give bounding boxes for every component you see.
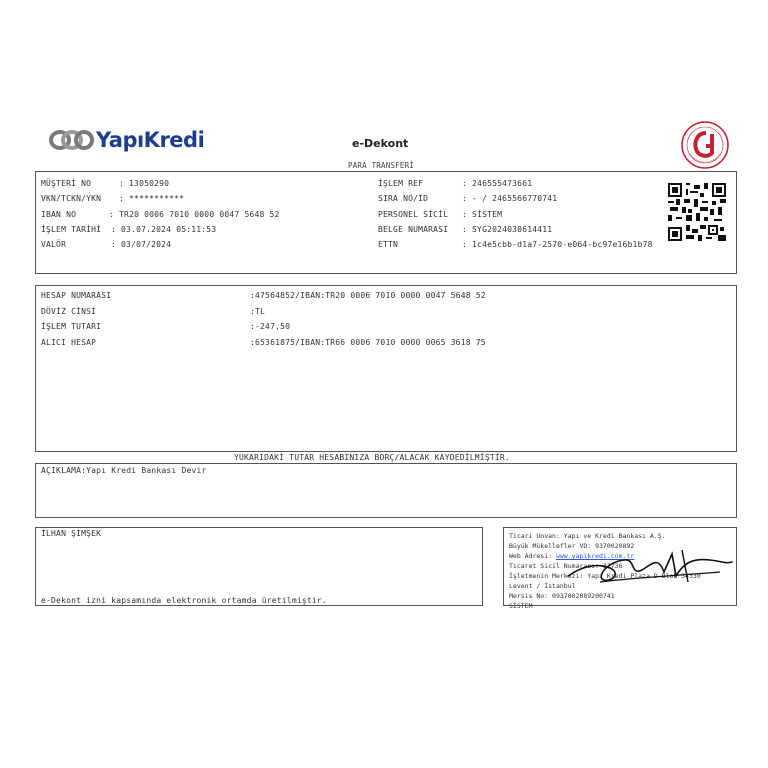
info-row-customer-no	[41, 179, 169, 188]
detail-value: :47564852/IBAN:TR20 0006 7010 0000 0047 5648 52	[250, 291, 486, 300]
yapikredi-emblem-icon	[48, 129, 94, 151]
info-value: : - / 2465566770741	[462, 194, 558, 203]
info-row-personnel	[378, 210, 502, 219]
bank-city: Levent / İstanbul	[509, 582, 576, 590]
detail-row-recipient-account	[41, 338, 486, 347]
info-value: : SİSTEM	[462, 210, 503, 219]
info-row-vkn	[41, 194, 184, 203]
detail-value: :TL	[250, 307, 266, 316]
detail-value: :-247,50	[250, 322, 291, 331]
bank-staff: SİSTEM	[509, 602, 533, 610]
info-label: İŞLEM TARİHİ	[41, 225, 102, 234]
bank-mersis-no: Mersis No: 0937002089200741	[509, 592, 615, 600]
detail-value: :65361875/IBAN:TR66 0006 7010 0000 0065 3618 75	[250, 338, 486, 347]
customer-signature-panel	[35, 527, 483, 606]
info-label: VKN/TCKN/YKN	[41, 194, 102, 203]
info-value: : 13050290	[119, 179, 170, 188]
info-row-value-date	[41, 240, 171, 249]
info-row-transaction-date	[41, 225, 216, 234]
info-row-sequence-no	[378, 194, 557, 203]
qr-code-icon	[668, 183, 726, 245]
bank-headquarters: İşletmenin Merkezi: Yapı Kredi Plaza D Blok 34330	[509, 572, 701, 580]
detail-label: DÖVİZ CİNSİ	[41, 307, 97, 316]
info-row-iban	[41, 210, 280, 219]
document-subtitle: PARA TRANSFERİ	[348, 161, 415, 170]
info-value: : ***********	[119, 194, 185, 203]
info-row-transaction-ref	[378, 179, 532, 188]
info-value: : 246555473661	[462, 179, 533, 188]
info-value: : SYG2024030614411	[462, 225, 553, 234]
info-row-ettn	[378, 240, 653, 249]
customer-name: İLHAN ŞİMŞEK	[41, 529, 102, 538]
info-label: MÜŞTERİ NO	[41, 179, 92, 188]
bank-tax-office: Büyük Mükellefler VD: 9370020892	[509, 542, 635, 550]
info-value: : 03.07.2024 05:11:53	[111, 225, 217, 234]
bank-trade-name: Ticari Unvan: Yapı ve Kredi Bankası A.Ş.	[509, 532, 666, 540]
info-label: VALÖR	[41, 240, 67, 249]
signature-icon	[560, 542, 735, 596]
document-title: e-Dekont	[352, 137, 409, 150]
detail-label: ALICI HESAP	[41, 338, 97, 347]
info-row-document-no	[378, 225, 552, 234]
debit-credit-notice: YUKARIDAKİ TUTAR HESABINIZA BORÇ/ALACAK KAYDEDİLMİŞTİR.	[234, 453, 510, 462]
info-label: BELGE NUMARASI	[378, 225, 449, 234]
electronic-issuance-note: e-Dekont izni kapsamında elektronik ortamda üretilmiştir.	[41, 596, 327, 605]
info-label: İŞLEM REF	[378, 179, 424, 188]
info-label: ETTN	[378, 240, 399, 249]
detail-label: İŞLEM TUTARI	[41, 322, 102, 331]
detail-row-account-number	[41, 291, 486, 300]
bank-website-link[interactable]: www.yapikredi.com.tr	[555, 552, 635, 560]
detail-row-currency	[41, 307, 265, 316]
info-label: IBAN NO	[41, 210, 77, 219]
bank-logo	[48, 128, 204, 152]
info-value: : 1c4e5cbb-d1a7-2570-e064-bc97e16b1b78	[462, 240, 653, 249]
info-value: : TR20 0006 7010 0000 0047 5648 52	[109, 210, 280, 219]
bank-name: YapıKredi	[96, 128, 205, 152]
detail-row-amount	[41, 322, 290, 331]
info-label: PERSONEL SİCİL	[378, 210, 449, 219]
stamp-seal-icon	[680, 120, 730, 174]
bank-trade-registry: Ticaret Sicil Numarası: 32736	[509, 562, 623, 570]
info-label: SIRA NO/ID	[378, 194, 429, 203]
info-value: : 03/07/2024	[111, 240, 172, 249]
detail-label: HESAP NUMARASI	[41, 291, 112, 300]
web-address-label: Web Adresi:	[509, 552, 556, 560]
description-text: AÇIKLAMA:Yapı Kredi Bankası Devir	[41, 466, 207, 475]
